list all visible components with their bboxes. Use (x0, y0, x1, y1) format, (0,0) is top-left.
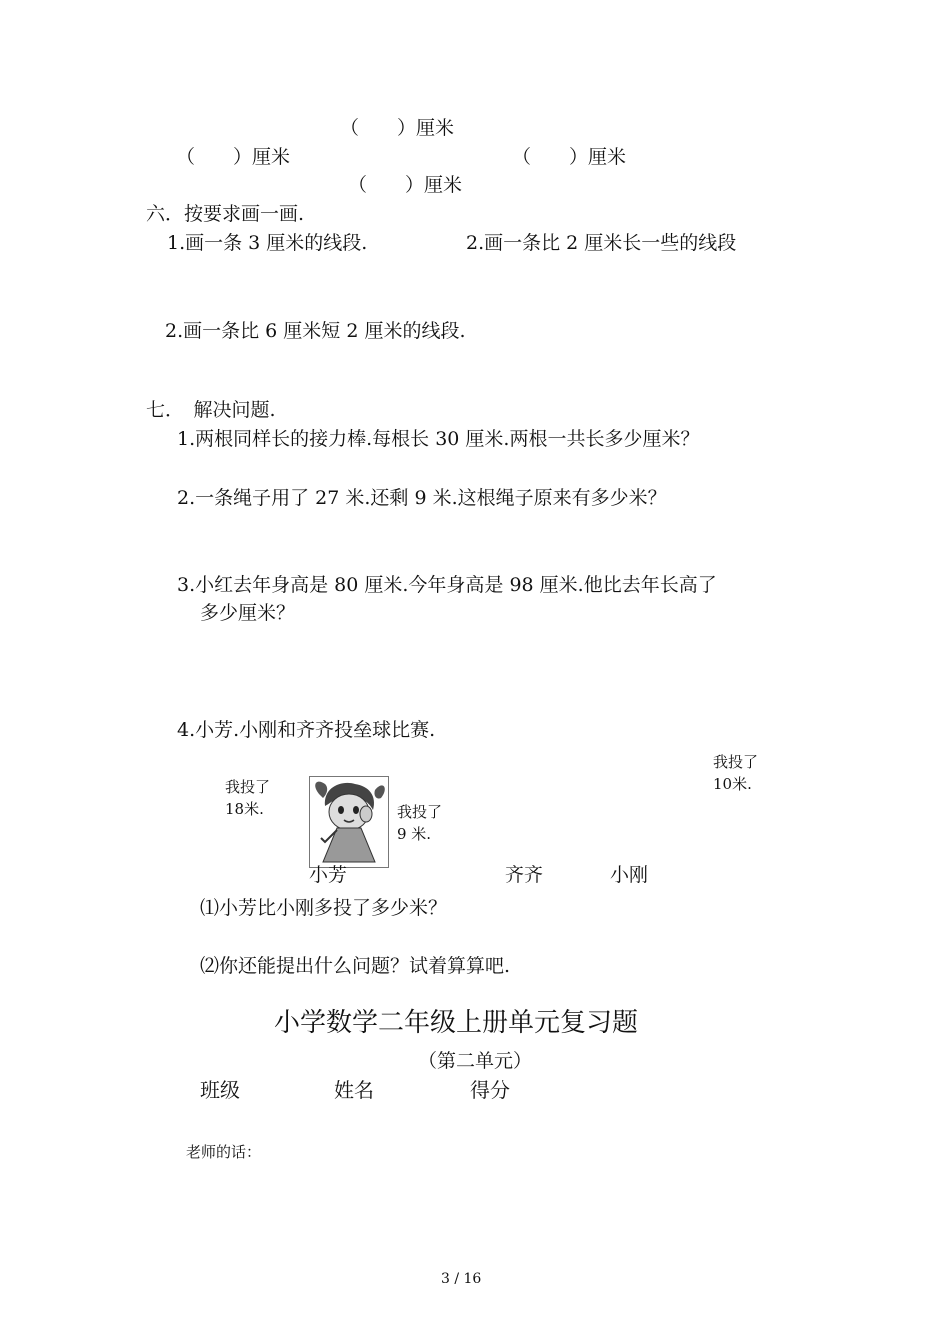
blank-answer: （ ）厘米 (348, 174, 463, 196)
blank-answer: （ ）厘米 (340, 117, 455, 139)
sub-question-2: ⑵你还能提出什么问题？试着算算吧. (200, 955, 511, 977)
sub-question-1: ⑴小芳比小刚多投了多少米？ (200, 897, 448, 919)
question-6-3: 2.画一条比 6 厘米短 2 厘米的线段. (165, 320, 466, 342)
bubble-gang-line2: 10米. (713, 775, 752, 793)
question-7-3-line1: 3.小红去年身高是 80 厘米.今年身高是 98 厘米.他比去年长高了 (177, 574, 717, 596)
girl-illustration (309, 776, 389, 868)
worksheet-subtitle: （第二单元） (418, 1050, 533, 1072)
question-7-3-line2: 多少厘米？ (200, 602, 296, 624)
bubble-gang-line1: 我投了 (713, 753, 759, 771)
blank-answer: （ ）厘米 (512, 146, 627, 168)
blank-answer: （ ）厘米 (176, 146, 291, 168)
question-7-2: 2.一条绳子用了 27 米.还剩 9 米.这根绳子原来有多少米？ (177, 487, 667, 509)
question-7-1: 1.两根同样长的接力棒.每根长 30 厘米.两根一共长多少厘米？ (177, 428, 700, 450)
teacher-note-label: 老师的话： (186, 1143, 262, 1161)
bubble-fang-line1: 我投了 (225, 778, 271, 796)
bubble-qiqi-line1: 我投了 (397, 803, 443, 821)
class-label: 班级 (200, 1078, 240, 1102)
name-qiqi: 齐齐 (505, 864, 544, 886)
question-6-2: 2.画一条比 2 厘米长一些的线段 (466, 232, 737, 254)
name-label: 姓名 (334, 1078, 374, 1102)
section-7-title: 七． 解决问题. (146, 399, 276, 421)
bubble-qiqi-line2: 9 米. (397, 825, 432, 843)
worksheet-title: 小学数学二年级上册单元复习题 (274, 1008, 639, 1038)
score-label: 得分 (470, 1078, 510, 1102)
question-6-1: 1.画一条 3 厘米的线段. (167, 232, 368, 254)
name-fang: 小芳 (309, 864, 348, 886)
section-6-title: 六．按要求画一画. (146, 203, 305, 225)
question-7-4: 4.小芳.小刚和齐齐投垒球比赛. (177, 719, 436, 741)
bubble-fang-line2: 18米. (225, 800, 264, 818)
page-number: 3 / 16 (441, 1271, 482, 1287)
name-gang: 小刚 (610, 864, 649, 886)
